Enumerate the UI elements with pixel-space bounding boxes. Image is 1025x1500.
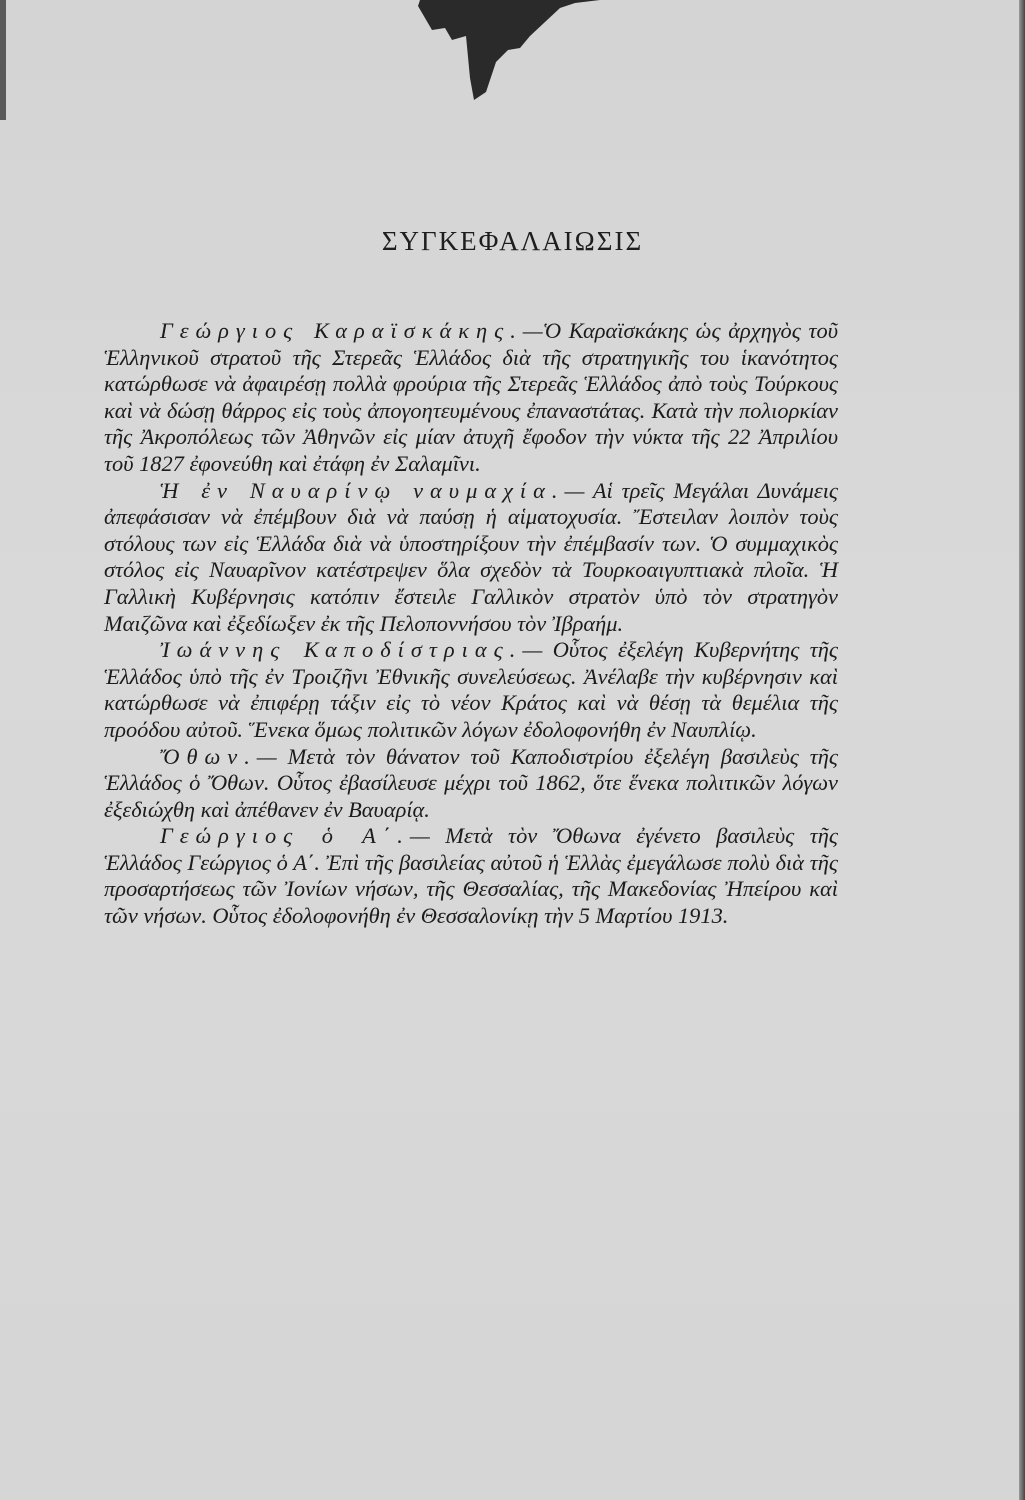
paragraph-karaiskakis — [104, 318, 838, 478]
paragraph-heading: Γεώργιος ὁ Α΄. — [160, 823, 410, 849]
paragraph-body: — Οὗτος ἐξελέγη Κυβερνήτης τῆς Ἑλλάδος ὑπὸ τῆς ἐν Τροιζῆνι Ἐθνικῆς συνελεύσεως. Ἀνέλαβε τὴν κυβέρνησιν καὶ κατώρθωσε νὰ ἐπιφέρῃ τάξιν εἰς τὸ νέον Κράτος καὶ νὰ θέσῃ τὰ θεμέλια τῆς προόδου αὐτοῦ. Ἕνεκα ὅμως πολιτικῶν λόγων ἐδολοφονήθη ἐν Ναυπλίῳ. — [104, 637, 838, 742]
paragraph-heading: Ἡ ἐν Ναυαρίνῳ ναυμαχία. — [160, 477, 565, 503]
paragraph-heading: Ἰωάννης Καποδίστριας. — [160, 637, 523, 663]
body-text — [104, 318, 838, 930]
paragraph-heading: Ὄθων. — [160, 743, 257, 769]
paragraph-body: — Αἱ τρεῖς Μεγάλαι Δυνάμεις ἀπεφάσισαν νὰ ἐπέμβουν διὰ νὰ παύσῃ ἡ αἱματοχυσία. Ἔστειλαν λοιπὸν τοὺς στόλους των εἰς Ἑλλάδα διὰ νὰ ὑποστηρίξουν τὴν ἐπέμβασίν των. Ὁ συμμαχικὸς στόλος εἰς Ναυαρῖνον κατέστρεψεν ὅλα σχεδὸν τὰ Τουρκοαιγυπτιακὰ πλοῖα. Ἡ Γαλλικὴ Κυβέρνησις κατόπιν ἔστειλε Γαλλικὸν στρατὸν ὑπὸ τὸν στρατηγὸν Μαιζῶνα καὶ ἐξεδίωξεν ἐκ τῆς Πελοποννήσου τὸν Ἰβραήμ. — [104, 477, 838, 636]
paragraph-kapodistrias — [104, 637, 838, 743]
paragraph-heading: Γεώργιος Καραϊσκάκης. — [160, 318, 523, 343]
paragraph-othon — [104, 744, 838, 824]
paragraph-body: —Ὁ Καραϊσκάκης ὡς ἀρχηγὸς τοῦ Ἑλληνικοῦ στρατοῦ τῆς Στερεᾶς Ἑλλάδος διὰ τῆς στρατηγικῆς του ἱκανότητος κατώρθωσε νὰ ἀφαιρέσῃ πολλὰ φρούρια τῆς Στερεᾶς Ἑλλάδος ἀπὸ τοὺς Τούρκους καὶ νὰ δώσῃ θάρρος εἰς τοὺς ἀπογοητευμένους ἐπαναστάτας. Κατὰ τὴν πολιορκίαν τῆς Ἀκροπόλεως τῶν Ἀθηνῶν εἰς μίαν ἀτυχῆ ἔφοδον τὴν νύκτα τῆς 22 Ἀπριλίου τοῦ 1827 ἐφονεύθη καὶ ἐτάφη ἐν Σαλαμῖνι. — [104, 318, 839, 476]
paragraph-georgios-a — [104, 823, 838, 929]
paragraph-navarino — [104, 478, 838, 638]
paragraph-body: — Μετὰ τὸν θάνατον τοῦ Καποδιστρίου ἐξελέγη βασιλεὺς τῆς Ἑλλάδος ὁ Ὄθων. Οὗτος ἐβασίλευσε μέχρι τοῦ 1862, ὅτε ἕνεκα πολιτικῶν λόγων ἐξεδιώχθη καὶ ἀπέθανεν ἐν Βαυαρίᾳ. — [104, 743, 838, 822]
page-title: ΣΥΓΚΕΦΑΛΑΙΩΣΙΣ — [381, 226, 644, 256]
paragraph-body: — Μετὰ τὸν Ὄθωνα ἐγένετο βασιλεὺς τῆς Ἑλλάδος Γεώργιος ὁ Α΄. Ἐπὶ τῆς βασιλείας αὐτοῦ ἡ Ἑλλὰς ἐμεγάλωσε πολὺ διὰ τῆς προσαρτήσεως τῶν Ἰονίων νήσων, τῆς Θεσσαλίας, τῆς Μακεδονίας Ἠπείρου καὶ τῶν νήσων. Οὗτος ἐδολοφονήθη ἐν Θεσσαλονίκῃ τὴν 5 Μαρτίου 1913. — [104, 823, 838, 929]
page-right-edge — [1019, 0, 1025, 1500]
torn-top-edge — [0, 0, 1025, 120]
